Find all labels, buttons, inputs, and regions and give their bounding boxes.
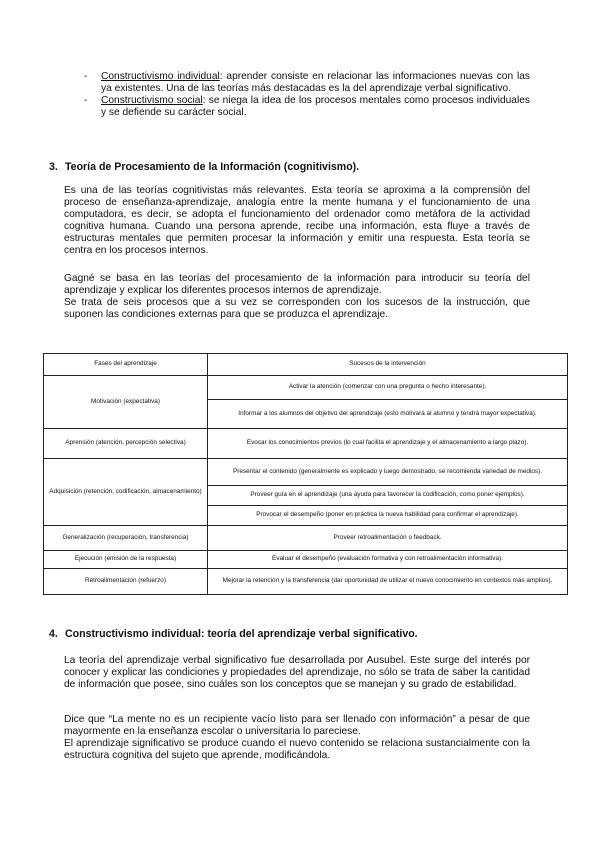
paragraph-line: Se trata de seis procesos que a su vez se corresponden con los sucesos de la instrucción, que suponen las condiciones externas para que se produzca el aprendizaje. [64, 296, 530, 320]
table-cell: Activar la atención (comenzar con una pregunta o hecho interesante). [208, 376, 568, 400]
table-cell: Evaluar el desempeño (evaluación formativa y con retroalimentación informativa). [208, 551, 568, 569]
list-item [84, 95, 530, 118]
table-cell: Presentar el contenido (generalmente es explicado y luego demostrado, se recomienda variedad de medios). [208, 459, 568, 486]
table-cell: Evocar los conocimientos previos (lo cual facilita el aprendizaje y el almacenamiento a largo plazo). [208, 429, 568, 459]
table-row [44, 526, 568, 551]
table-row [44, 376, 568, 400]
paragraph-line: Gagné se basa en las teorías del procesamiento de la información para introducir su teoría del aprendizaje y explicar los diferentes procesos internos de aprendizaje. [64, 273, 530, 296]
paragraph: La teoría del aprendizaje verbal significativo fue desarrollada por Ausubel. Este surge del interés por conocer y explicar las condiciones y propiedades del aprendizaje, no sólo se trata de saber la cantidad de información que posee, sino cuáles son los conceptos que se manejan y su grado de estabilidad. [64, 655, 530, 690]
bullet-term: Constructivismo individual [101, 71, 220, 82]
table-header-row [44, 354, 568, 376]
table-row [44, 551, 568, 569]
table-cell: Retroalimentación (refuerzo) [44, 569, 208, 595]
table-cell: Aprensión (atención, percepción selectiva) [44, 429, 208, 459]
table-cell: Adquisición (retención, codificación, almacenamiento) [44, 459, 208, 526]
table-cell: Motivación (expectativa) [44, 376, 208, 429]
section-number: 3. [49, 161, 58, 173]
table-cell: Informar a los alumnos del objetivo del aprendizaje (esto motivará al alumno y tendrá mayor expectativa). [208, 399, 568, 428]
bullet-dash: - [84, 71, 88, 82]
section-3-heading [49, 161, 359, 173]
table-row [44, 429, 568, 459]
list-item [84, 71, 530, 94]
section-title: Teoría de Procesamiento de la Información (cognitivismo). [65, 161, 360, 173]
paragraph-line: El aprendizaje significativo se produce cuando el nuevo contenido se relaciona sustancialmente con la estructura cognitiva del sujeto que aprende, modificándola. [64, 737, 530, 761]
bullet-dash: - [84, 95, 88, 107]
table-cell: Provocar el desempeño (poner en práctica la nueva habilidad para confirmar el aprendizaje). [208, 506, 568, 526]
bullet-text: : se niega la idea de los procesos mentales como procesos individuales y se defiende su carácter social. [101, 95, 530, 118]
table-cell: Ejecución (emisión de la respuesta) [44, 551, 208, 569]
table-cell: Proveer retroalimentación o feedback. [208, 526, 568, 551]
paragraph [64, 714, 530, 762]
bullet-text: : aprender consiste en relacionar las informaciones nuevas con las ya existentes. Una de las teorías más destacadas es la del aprendizaje verbal significativo. [101, 71, 530, 94]
paragraph: Es una de las teorías cognitivistas más relevantes. Esta teoría se aproxima a la comprensión del proceso de enseñanza-aprendizaje, analogía entre la mente humana y el funcionamiento de una computadora, es decir, se adopta el funcionamiento del ordenador como metáfora de la actividad cognitiva humana. Cuando una persona aprende, recibe una información, esta fluye a través de estructuras mentales que permiten procesar la información y emitir una respuesta. Esta teoría se centra en los procesos internos. [64, 185, 530, 256]
table-row [44, 569, 568, 595]
bullet-term: Constructivismo social [101, 95, 203, 107]
section-4-heading [49, 628, 418, 640]
section-number: 4. [49, 628, 58, 640]
table-cell: Generalización (recuperación, transferencia) [44, 526, 208, 551]
table-header: Sucesos de la intervención [208, 354, 568, 376]
bullet-list [84, 71, 530, 119]
paragraph [64, 273, 530, 321]
table-cell: Proveer guía en el aprendizaje (una ayuda para favorecer la codificación, como poner ejemplos). [208, 486, 568, 506]
table-row [44, 459, 568, 486]
table-header: Fases del aprendizaje [44, 354, 208, 376]
phases-table [43, 353, 568, 595]
paragraph-line: Dice que “La mente no es un recipiente vacío listo para ser llenado con información” a pesar de que mayormente en la enseñanza escolar o universitaria lo pareciese. [64, 714, 530, 737]
section-title: Constructivismo individual: teoría del aprendizaje verbal significativo. [65, 628, 418, 640]
table-cell: Mejorar la retención y la transferencia (dar oportunidad de utilizar el nuevo conocimiento en contextos más amplios). [208, 569, 568, 595]
